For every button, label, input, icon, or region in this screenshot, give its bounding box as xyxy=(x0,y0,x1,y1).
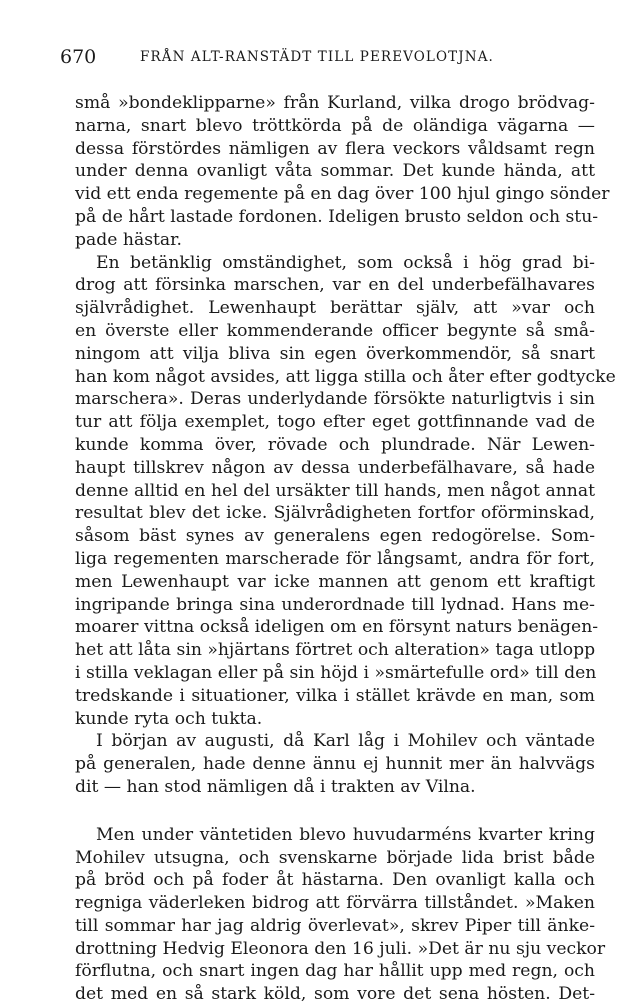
text-line: vid ett enda regemente på en dag över 100 hjul gingo sönder xyxy=(75,184,610,205)
text-line: till sommar har jag aldrig överlevat», skrev Piper till änke- xyxy=(75,915,595,936)
text-line: på de hårt lastade fordonen. Ideligen brusto seldon och stu- xyxy=(75,206,599,227)
text-line: tur att följa exemplet, togo efter eget gottfinnande vad de xyxy=(75,412,595,433)
text-line: ingripande bringa sina underordnade till lydnad. Hans me- xyxy=(75,594,595,615)
text-line: En betänklig omständighet, som också i hög grad bi- xyxy=(96,252,595,273)
text-line: han kom något avsides, att ligga stilla och åter efter godtycke xyxy=(75,366,616,387)
text-line: marschera». Deras underlydande försökte naturligtvis i sin xyxy=(75,389,595,410)
text-line: små »bondeklipparne» från Kurland, vilka drogo brödvag- xyxy=(75,93,595,113)
text-line: Men under väntetiden blevo huvudarméns kvarter kring xyxy=(96,824,595,845)
section-gap xyxy=(75,799,595,824)
text-line: dit — han stod nämligen då i trakten av Vilna. xyxy=(75,776,476,797)
paragraph-4 xyxy=(75,824,606,1006)
text-line: liga regementen marscherade för långsamt, andra för fort, xyxy=(75,548,595,569)
text-line: resultat blev det icke. Självrådigheten fortfor oförminskad, xyxy=(75,503,595,524)
text-line: men Lewenhaupt var icke mannen att genom ett kraftigt xyxy=(75,571,595,592)
running-title: FRÅN ALT-RANSTÄDT TILL PEREVOLOTJNA. xyxy=(140,49,494,65)
text-line: ningom att vilja bliva sin egen överkommendör, så snart xyxy=(75,343,595,364)
text-line: haupt tillskrev någon av dessa underbefälhavare, så hade xyxy=(75,457,595,478)
text-line: på bröd och på foder åt hästarna. Den ovanligt kalla och xyxy=(75,870,595,891)
paragraph-1 xyxy=(75,92,610,252)
text-line: under denna ovanligt våta sommar. Det kunde hända, att xyxy=(75,161,595,182)
text-line: Mohilev utsugna, och svenskarne började lida brist både xyxy=(75,847,595,868)
text-line: drog att försinka marschen, var en del underbefälhavares xyxy=(75,275,595,296)
text-line: regniga väderleken bidrog att förvärra tillståndet. »Maken xyxy=(75,893,595,914)
text-line: såsom bäst synes av generalens egen redogörelse. Som- xyxy=(75,526,595,547)
text-line: kunde ryta och tukta. xyxy=(75,708,263,729)
text-line: dessa förstördes nämligen av flera veckors våldsamt regn xyxy=(75,138,595,159)
text-line: en överste eller kommenderande officer begynte så små- xyxy=(75,320,595,341)
paragraph-3 xyxy=(75,730,595,798)
paragraph-2 xyxy=(75,252,616,731)
page-number: 670 xyxy=(60,46,97,68)
page-header xyxy=(60,42,580,72)
text-line: moarer vittna också ideligen om en försynt naturs benägen- xyxy=(75,617,599,638)
text-line: drottning Hedvig Eleonora den 16 juli. »Det är nu sju veckor xyxy=(75,938,606,959)
text-line: i stilla veklagan eller på sin höjd i »smärtefulle ord» till den xyxy=(75,662,597,683)
text-line: het att låta sin »hjärtans förtret och alteration» taga utlopp xyxy=(75,640,596,661)
body-text xyxy=(75,92,616,1006)
text-line: förflutna, och snart ingen dag har hållit upp med regn, och xyxy=(75,961,595,982)
text-line: tredskande i situationer, vilka i stället krävde en man, som xyxy=(75,685,595,706)
text-line: självrådighet. Lewenhaupt berättar själv, att »var och xyxy=(75,298,595,319)
text-line: det med en så stark köld, som vore det sena hösten. Det- xyxy=(75,984,595,1005)
text-line: narna, snart blevo tröttkörda på de oländiga vägarna — xyxy=(75,115,595,136)
text-line: på generalen, hade denne ännu ej hunnit mer än halvvägs xyxy=(75,754,595,775)
text-line: pade hästar. xyxy=(75,229,182,250)
text-line: I början av augusti, då Karl låg i Mohilev och väntade xyxy=(96,731,595,752)
text-line: denne alltid en hel del ursäkter till hands, men något annat xyxy=(75,480,595,501)
text-line: kunde komma över, rövade och plundrade. När Lewen- xyxy=(75,434,595,455)
